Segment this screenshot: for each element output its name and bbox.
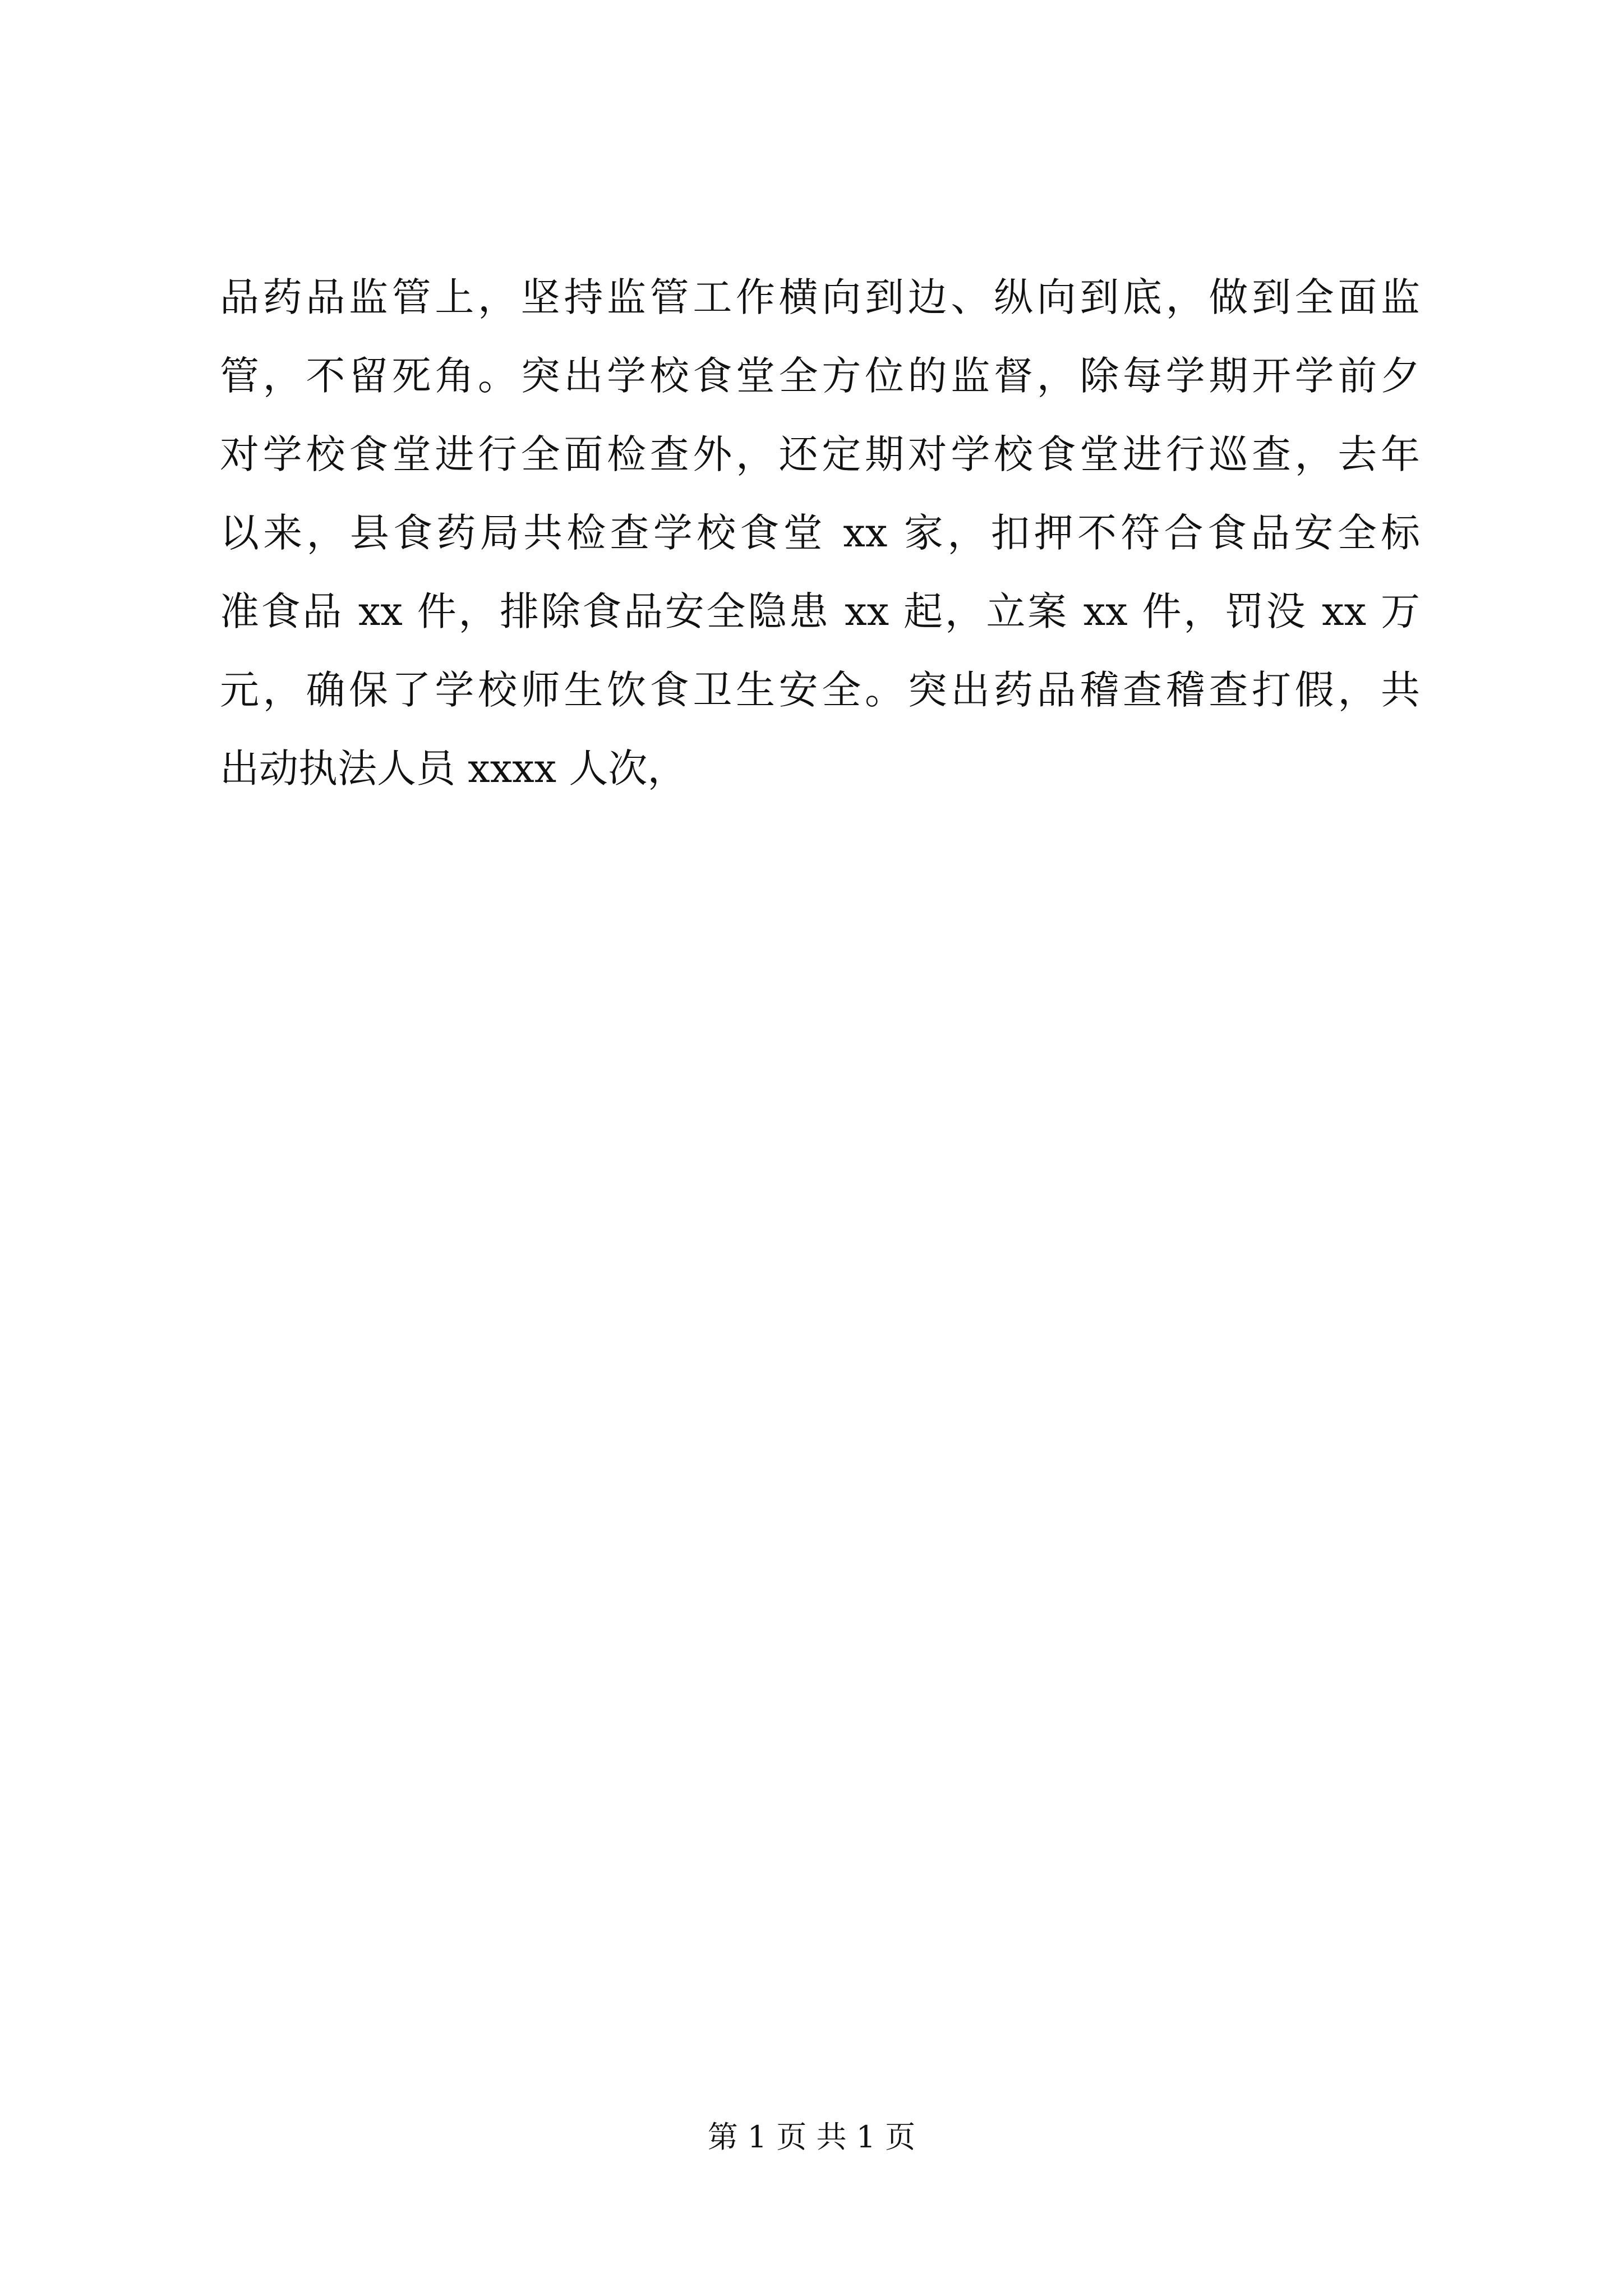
text-line: 管，不留死角。突出学校食堂全方位的监督，除每学期开学前夕 <box>220 353 1420 399</box>
text-line: 对学校食堂进行全面检查外，还定期对学校食堂进行巡查，去年 <box>220 431 1420 477</box>
text-line: 准食品 xx 件，排除食品安全隐患 xx 起，立案 xx 件，罚没 xx 万 <box>220 588 1420 634</box>
page-footer: 第 1 页 共 1 页 <box>707 2119 916 2155</box>
text-line: 品药品监管上，坚持监管工作横向到边、纵向到底，做到全面监 <box>220 274 1420 320</box>
text-line: 出动执法人员 xxxx 人次， <box>220 746 687 792</box>
text-line: 元，确保了学校师生饮食卫生安全。突出药品稽查稽查打假，共 <box>220 667 1420 713</box>
text-line: 以来，县食药局共检查学校食堂 xx 家，扣押不符合食品安全标 <box>220 510 1420 556</box>
body-paragraph <box>220 258 1420 808</box>
